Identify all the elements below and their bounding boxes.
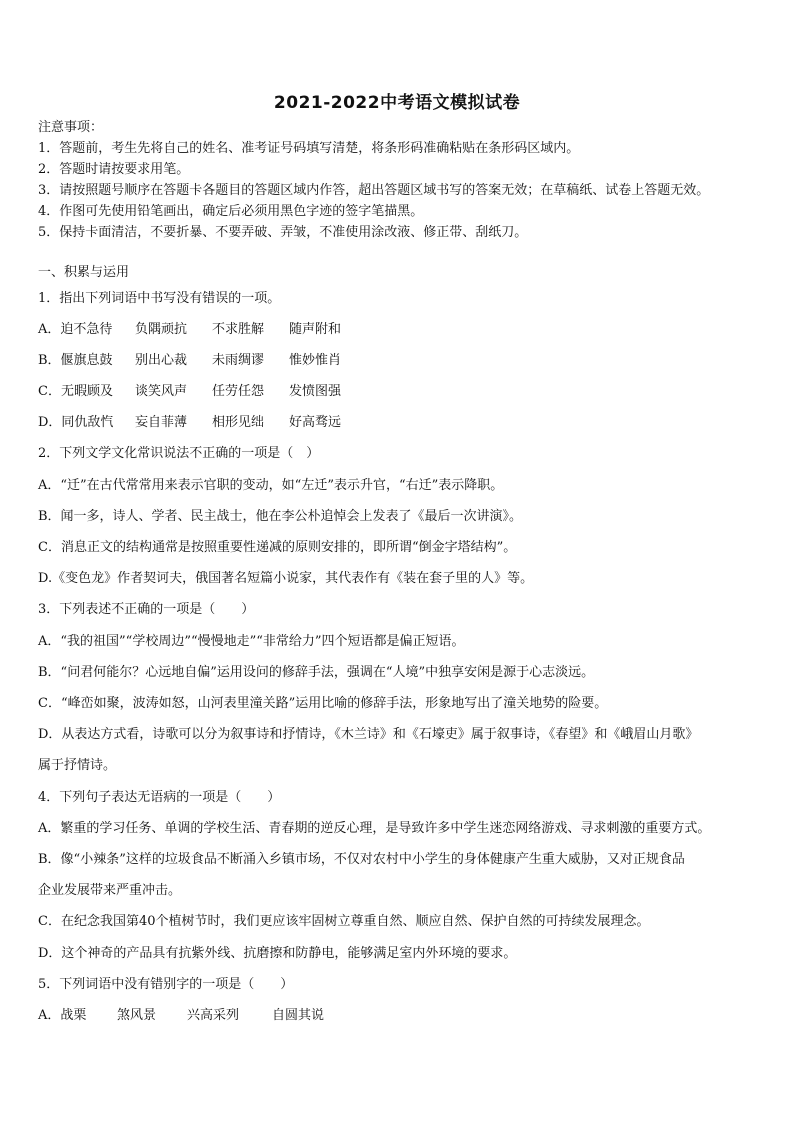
question-2-option-b: B．闻一多，诗人、学者、民主战士，他在李公朴追悼会上发表了《最后一次讲演》。 xyxy=(38,509,523,524)
question-4-option-b: B．像“小辣条”这样的垃圾食品不断涌入乡镇市场，不仅对农村中小学生的身体健康产生重大威胁，又对正规食品 xyxy=(38,852,685,867)
question-3-stem: 3．下列表述不正确的一项是（ ） xyxy=(38,602,255,617)
question-3-option-d-cont: 属于抒情诗。 xyxy=(38,758,117,773)
word: 兴高采列 xyxy=(187,1008,240,1023)
question-2-option-a: A．“迁”在古代常常用来表示官职的变动，如“左迁”表示升官，“右迁”表示降职。 xyxy=(38,478,504,493)
question-4-option-b-cont: 企业发展带来严重冲击。 xyxy=(38,883,182,898)
notice-item: 4．作图可先使用铅笔画出，确定后必须用黑色字迹的签字笔描黑。 xyxy=(38,204,424,219)
word: 煞风景 xyxy=(117,1008,157,1023)
word: 随声附和 xyxy=(289,322,342,337)
word: 自圆其说 xyxy=(272,1008,325,1023)
question-1-option-d xyxy=(38,414,774,432)
question-5-stem: 5．下列词语中没有错别字的一项是（ ） xyxy=(38,977,294,992)
word: 惟妙惟肖 xyxy=(289,353,342,368)
question-5-option-a xyxy=(38,1007,774,1025)
question-3-option-b: B．“问君何能尔？心远地自偏”运用设问的修辞手法，强调在“人境”中独享安闲是源于心志淡远。 xyxy=(38,665,595,680)
word: C．无暇顾及 xyxy=(38,384,113,399)
question-1-option-a xyxy=(38,321,774,339)
page-title: 2021-2022中考语文模拟试卷 xyxy=(273,93,521,113)
word: 相形见绌 xyxy=(212,415,265,430)
notice-item: 2．答题时请按要求用笔。 xyxy=(38,162,190,177)
question-2-stem: 2．下列文学文化常识说法不正确的一项是（ ） xyxy=(38,446,320,461)
word: 不求胜解 xyxy=(212,322,265,337)
notice-heading: 注意事项： xyxy=(38,120,104,135)
word: 好高骛远 xyxy=(289,415,342,430)
question-2-option-d: D.《变色龙》作者契诃夫，俄国著名短篇小说家，其代表作有《装在套子里的人》等。 xyxy=(38,571,534,586)
notice-item: 1．答题前，考生先将自己的姓名、准考证号码填写清楚，将条形码准确粘贴在条形码区域内。 xyxy=(38,141,580,156)
word: D．同仇敌忾 xyxy=(38,415,114,430)
question-3-option-d: D．从表达方式看，诗歌可以分为叙事诗和抒情诗，《木兰诗》和《石壕吏》属于叙事诗，《春望》和《峨眉山月歌》 xyxy=(38,727,699,742)
question-4-stem: 4．下列句子表达无语病的一项是（ ） xyxy=(38,790,281,805)
question-1-stem: 1．指出下列词语中书写没有错误的一项。 xyxy=(38,291,281,306)
question-3-option-c: C．“峰峦如聚，波涛如怒，山河表里潼关路”运用比喻的修辞手法，形象地写出了潼关地势的险要。 xyxy=(38,696,608,711)
word: 任劳任怨 xyxy=(212,384,265,399)
word: B．偃旗息鼓 xyxy=(38,353,113,368)
question-2-option-c: C．消息正文的结构通常是按照重要性递减的原则安排的，即所谓“倒金字塔结构”。 xyxy=(38,540,517,555)
word: 谈笑风声 xyxy=(135,384,188,399)
word: A．迫不急待 xyxy=(38,322,113,337)
question-1-option-c xyxy=(38,383,774,401)
word: 未雨绸谬 xyxy=(212,353,265,368)
notice-item: 5．保持卡面清洁，不要折暴、不要弄破、弄皱，不准使用涂改液、修正带、刮纸刀。 xyxy=(38,225,528,240)
question-4-option-d: D．这个神奇的产品具有抗紫外线、抗磨擦和防静电，能够满足室内外环境的要求。 xyxy=(38,946,517,961)
word: 负隅顽抗 xyxy=(135,322,188,337)
notice-item: 3．请按照题号顺序在答题卡各题目的答题区域内作答，超出答题区域书写的答案无效；在草稿纸、试卷上答题无效。 xyxy=(38,183,710,198)
question-4-option-c: C．在纪念我国第40个植树节时，我们更应该牢固树立尊重自然、顺应自然、保护自然的可持续发展理念。 xyxy=(38,914,650,929)
question-4-option-a: A．繁重的学习任务、单调的学校生活、青春期的逆反心理，是导致许多中学生迷恋网络游戏、寻求刺激的重要方式。 xyxy=(38,821,711,836)
word: 别出心裁 xyxy=(135,353,188,368)
word: 妄自菲薄 xyxy=(135,415,188,430)
word: A．战栗 xyxy=(38,1008,87,1023)
section-heading: 一、积累与运用 xyxy=(38,265,130,280)
question-1-option-b xyxy=(38,352,774,370)
question-3-option-a: A．“我的祖国”“学校周边”“慢慢地走”“非常给力”四个短语都是偏正短语。 xyxy=(38,634,465,649)
word: 发愤图强 xyxy=(289,384,342,399)
